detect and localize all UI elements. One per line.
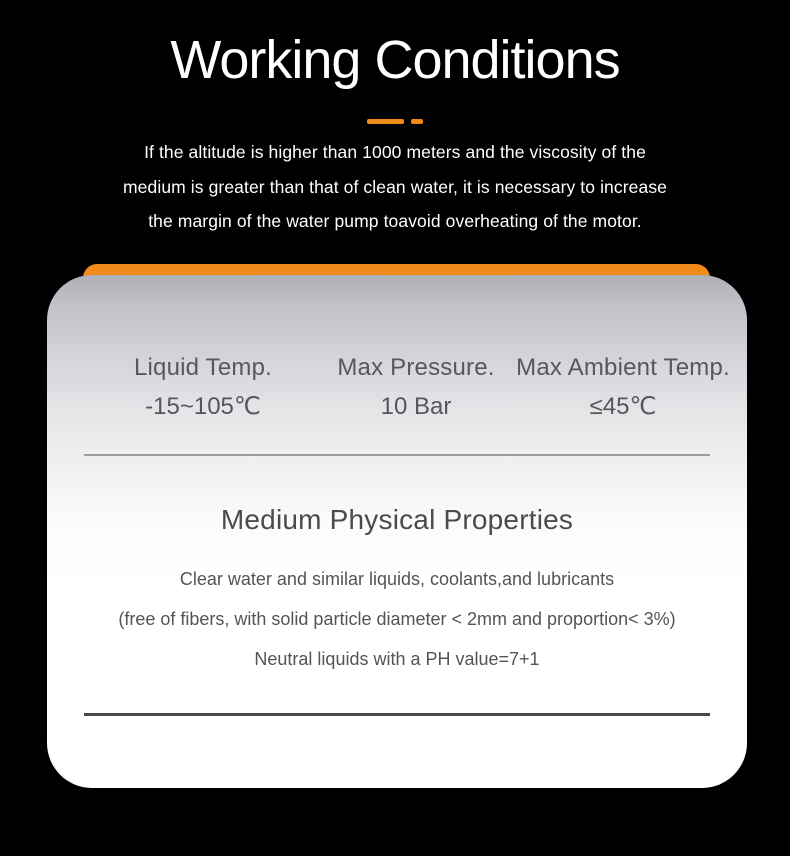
divider-dash-short-icon	[411, 119, 423, 124]
stat-value: ≤45℃	[589, 393, 657, 420]
page-title: Working Conditions	[170, 30, 620, 90]
stat-max-ambient-temp	[513, 355, 733, 420]
title-divider	[0, 119, 790, 124]
conditions-card	[47, 275, 747, 788]
stat-value: -15~105℃	[145, 393, 261, 420]
section-heading: Medium Physical Properties	[220, 504, 574, 535]
card-divider-bottom	[84, 713, 710, 716]
properties-line: Clear water and similar liquids, coolants,and lubricants	[179, 569, 615, 589]
stat-liquid-temp	[87, 355, 319, 420]
conditions-card-wrap	[47, 264, 747, 788]
stat-label: Max Pressure.	[337, 354, 495, 381]
divider-dash-long-icon	[367, 119, 404, 124]
intro-line: medium is greater than that of clean water, it is necessary to increase	[122, 176, 668, 197]
properties-line: (free of fibers, with solid particle diameter < 2mm and proportion< 3%)	[118, 609, 676, 629]
intro-paragraph	[0, 135, 790, 239]
properties-line: Neutral liquids with a PH value=7+1	[254, 649, 540, 669]
spec-stats-row	[47, 355, 747, 420]
stat-value: 10 Bar	[380, 393, 452, 420]
stat-max-pressure	[321, 355, 511, 420]
stat-label: Liquid Temp.	[133, 354, 273, 381]
card-divider-top	[84, 454, 710, 456]
intro-line: the margin of the water pump toavoid overheating of the motor.	[148, 211, 642, 232]
stat-label: Max Ambient Temp.	[516, 354, 730, 381]
medium-properties-text	[47, 559, 747, 679]
intro-line: If the altitude is higher than 1000 meters and the viscosity of the	[144, 142, 646, 162]
